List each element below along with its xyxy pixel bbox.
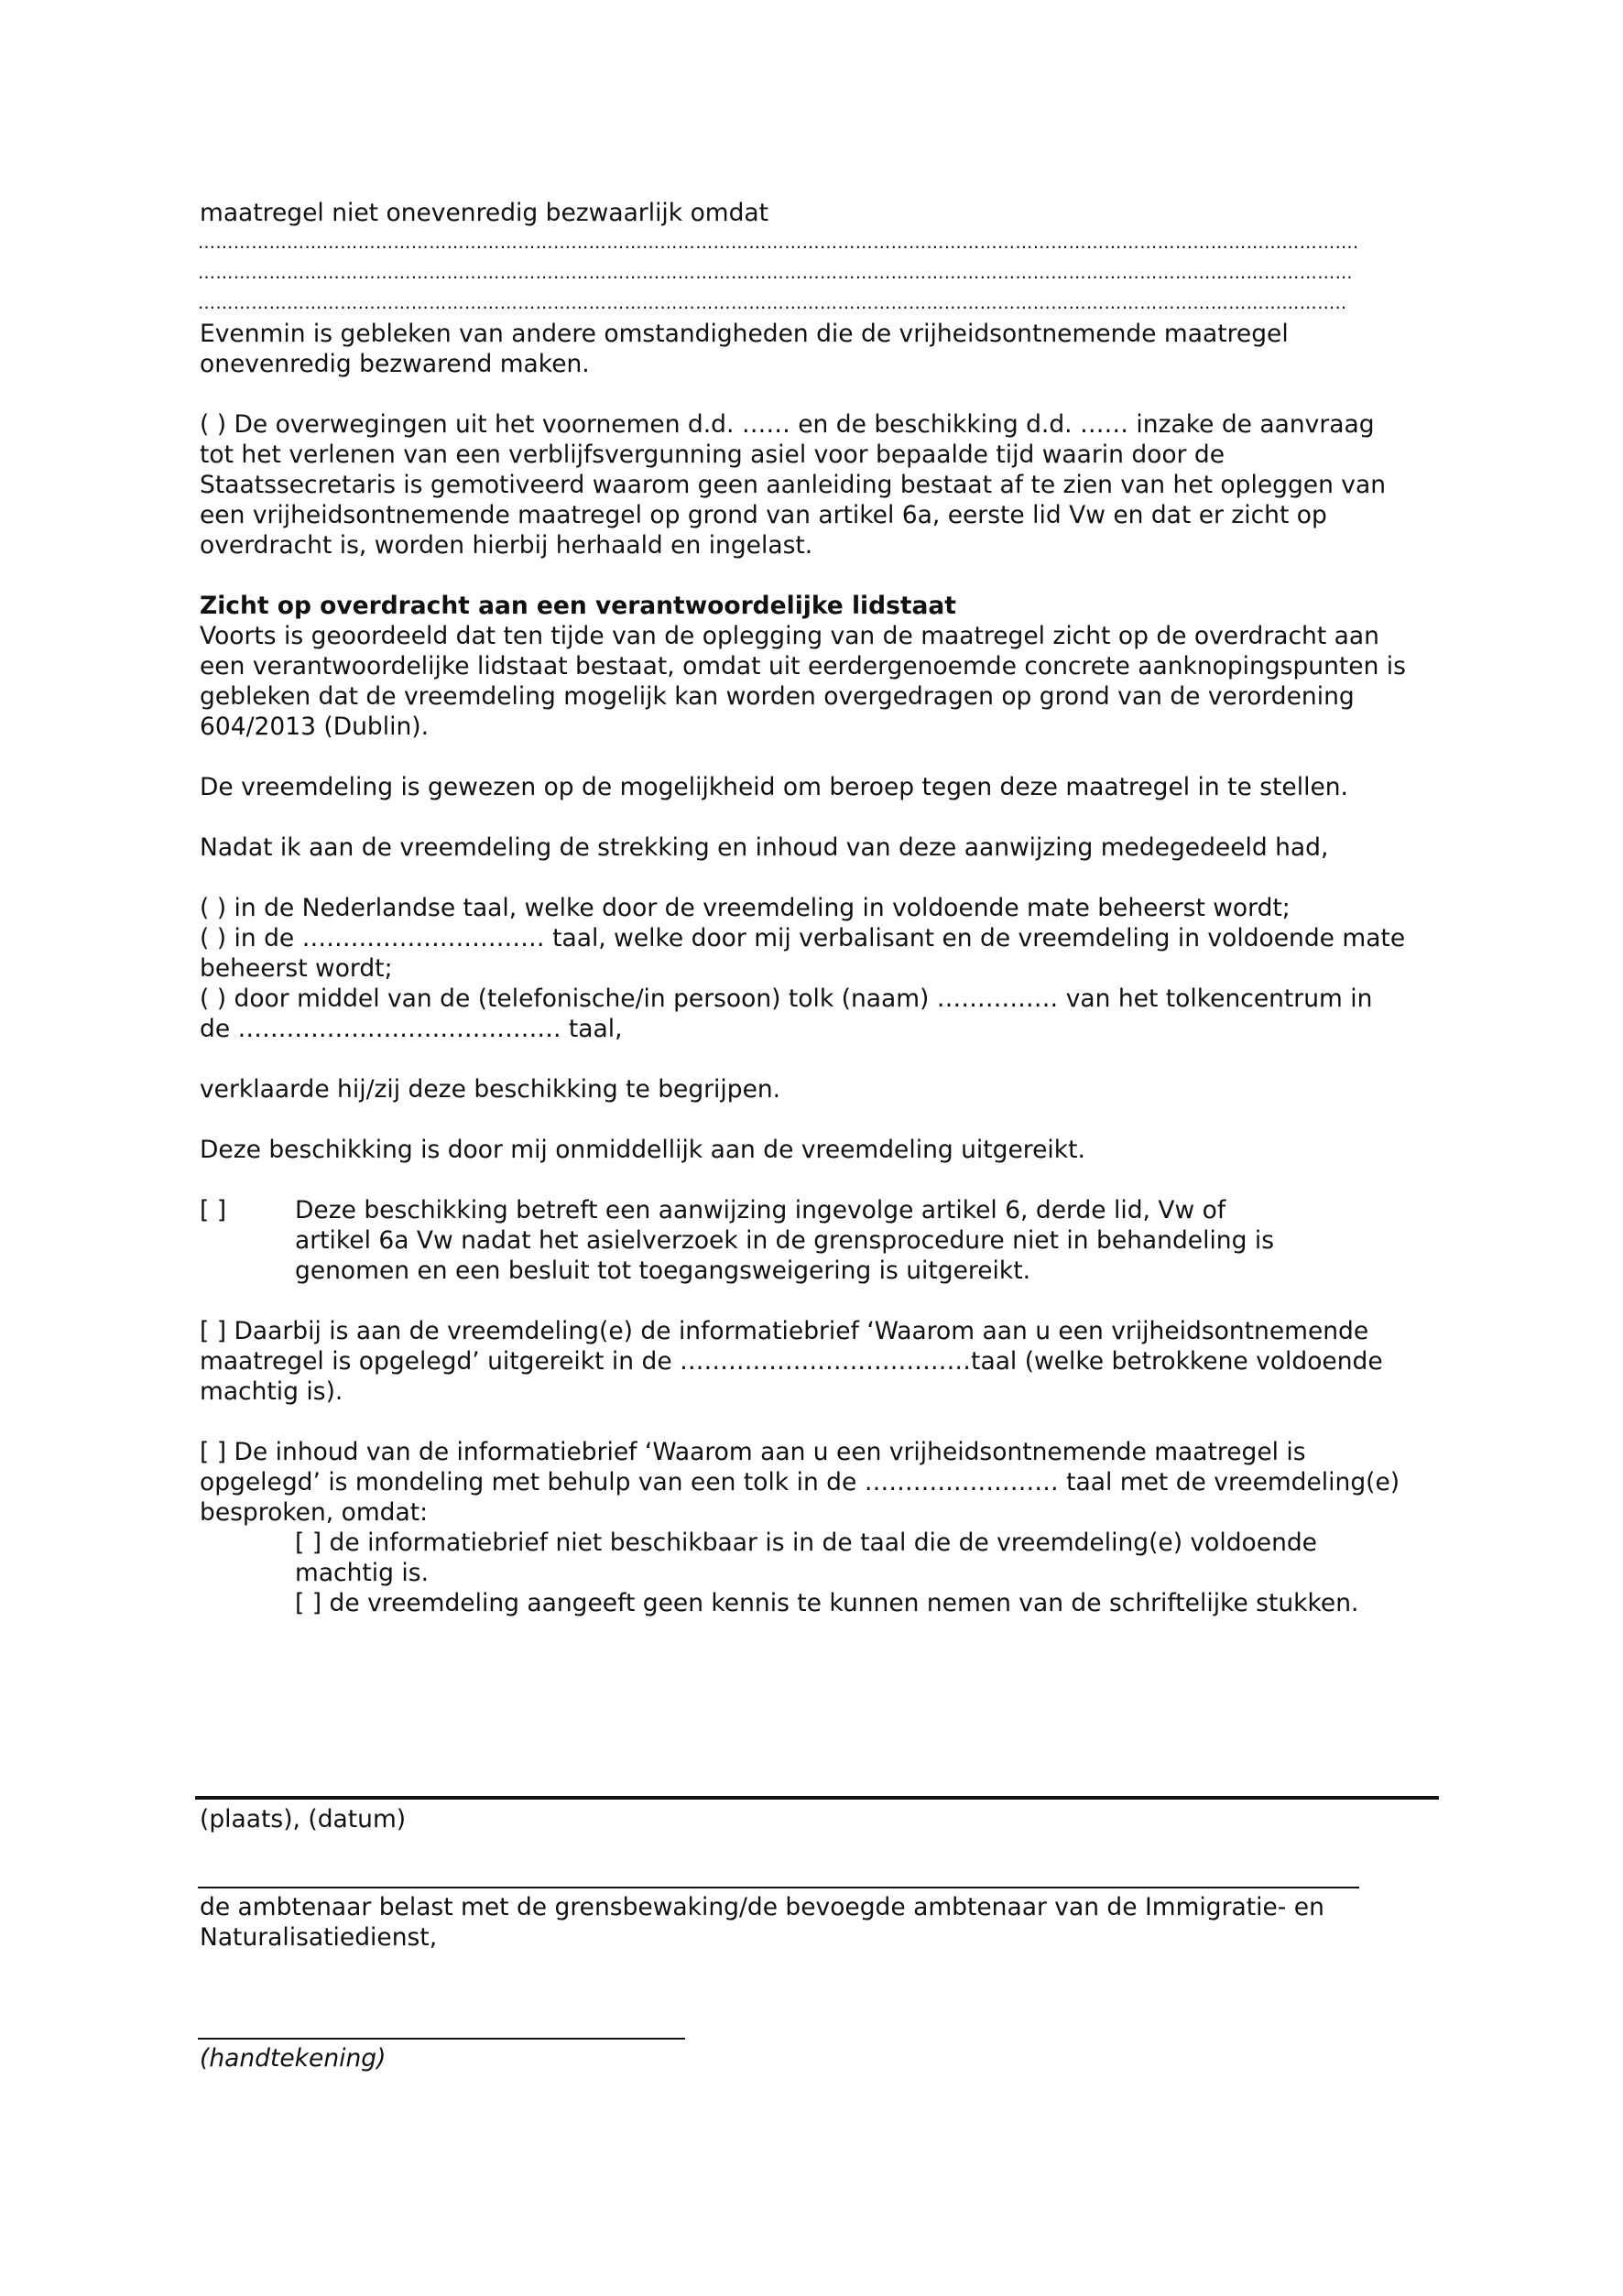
infobrief-line: maatregel is opgelegd’ uitgereikt in de ………………………………taal (welke betrokkene voldoende [200, 1347, 1383, 1376]
oral-reason: [ ] de informatiebrief niet beschikbaar is in de taal die de vreemdeling(e) voldoende [295, 1529, 1317, 1557]
language-option: ( ) door middel van de (telefonische/in persoon) tolk (naam) …………… van het tolkencentrum in [200, 985, 1373, 1013]
oral-reason: [ ] de vreemdeling aangeeft geen kennis te kunnen nemen van de schriftelijke stukken. [295, 1589, 1359, 1617]
appeal-line: De vreemdeling is gewezen op de mogelijkheid om beroep tegen deze maatregel in te stellen. [200, 773, 1348, 801]
designation-line: artikel 6a Vw nadat het asielverzoek in de grensprocedure niet in behandeling is [295, 1226, 1275, 1255]
official-rule [198, 1887, 1359, 1888]
language-option-cont: beheerst wordt; [200, 954, 393, 983]
designation-line: genomen en een besluit tot toegangsweigering is uitgereikt. [295, 1257, 1031, 1285]
declared-line: verklaarde hij/zij deze beschikking te begrijpen. [200, 1075, 781, 1104]
signature-rule [198, 2038, 685, 2040]
checkbox-bracket: [ ] [200, 1196, 227, 1224]
evenmin-line: onevenredig bezwarend maken. [200, 350, 590, 378]
oral-line: besproken, omdat: [200, 1498, 429, 1527]
issued-line: Deze beschikking is door mij onmiddellijk aan de vreemdeling uitgereikt. [200, 1136, 1085, 1164]
dotted-fill-line: …………………………………………………………………………………………………………………………………………………………………………… [198, 263, 1353, 283]
official-line: de ambtenaar belast met de grensbewaking/de bevoegde ambtenaar van de Immigratie- en [200, 1893, 1324, 1921]
signature-rule-thick [195, 1796, 1439, 1800]
language-option: ( ) in de Nederlandse taal, welke door de vreemdeling in voldoende mate beheerst wordt; [200, 894, 1291, 922]
transfer-line: een verantwoordelijke lidstaat bestaat, omdat uit eerdergenoemde concrete aanknopingspunten is [200, 652, 1406, 680]
transfer-line: gebleken dat de vreemdeling mogelijk kan worden overgedragen op grond van de verordening [200, 682, 1355, 711]
designation-line: Deze beschikking betreft een aanwijzing ingevolge artikel 6, derde lid, Vw of [295, 1196, 1226, 1224]
dotted-fill-line: ………………………………………………………………………………………………………………………………………………………………………….. [198, 293, 1347, 313]
considerations-line: een vrijheidsontnemende maatregel op grond van artikel 6a, eerste lid Vw en dat er zicht op [200, 501, 1327, 529]
considerations-line: ( ) De overwegingen uit het voornemen d.d. …… en de beschikking d.d. …… inzake de aanvraag [200, 410, 1375, 439]
infobrief-line: machtig is). [200, 1377, 343, 1406]
evenmin-line: Evenmin is gebleken van andere omstandigheden die de vrijheidsontnemende maatregel [200, 320, 1289, 348]
dotted-fill-line: ……………………………………………………………………………………………………………………………………………………………………………. [198, 233, 1359, 253]
handtekening-label: (handtekening) [200, 2044, 387, 2073]
language-option: ( ) in de ………………………… taal, welke door mij verbalisant en de vreemdeling in voldoende mate [200, 924, 1406, 952]
considerations-line: tot het verlenen van een verblijfsvergunning asiel voor bepaalde tijd waarin door de [200, 441, 1225, 469]
section-heading: Zicht op overdracht aan een verantwoordelijke lidstaat [200, 592, 956, 620]
considerations-line: overdracht is, worden hierbij herhaald en ingelast. [200, 531, 813, 560]
considerations-line: Staatssecretaris is gemotiveerd waarom geen aanleiding bestaat af te zien van het opleggen van [200, 471, 1387, 499]
language-option-cont: de …………………………………. taal, [200, 1015, 623, 1043]
official-line: Naturalisatiedienst, [200, 1923, 438, 1952]
oral-reason-cont: machtig is. [295, 1559, 430, 1587]
intro-line: maatregel niet onevenredig bezwaarlijk omdat [200, 199, 769, 227]
infobrief-line: [ ] Daarbij is aan de vreemdeling(e) de informatiebrief ‘Waarom aan u een vrijheidsontnemende [200, 1317, 1369, 1345]
notice-line: Nadat ik aan de vreemdeling de strekking en inhoud van deze aanwijzing medegedeeld had, [200, 833, 1329, 862]
transfer-line: 604/2013 (Dublin). [200, 713, 430, 741]
oral-line: opgelegd’ is mondeling met behulp van een tolk in de …………………… taal met de vreemdeling(e) [200, 1468, 1400, 1496]
place-date: (plaats), (datum) [200, 1805, 407, 1834]
transfer-line: Voorts is geoordeeld dat ten tijde van de oplegging van de maatregel zicht op de overdracht aan [200, 622, 1379, 650]
oral-line: [ ] De inhoud van de informatiebrief ‘Waarom aan u een vrijheidsontnemende maatregel is [200, 1438, 1306, 1466]
